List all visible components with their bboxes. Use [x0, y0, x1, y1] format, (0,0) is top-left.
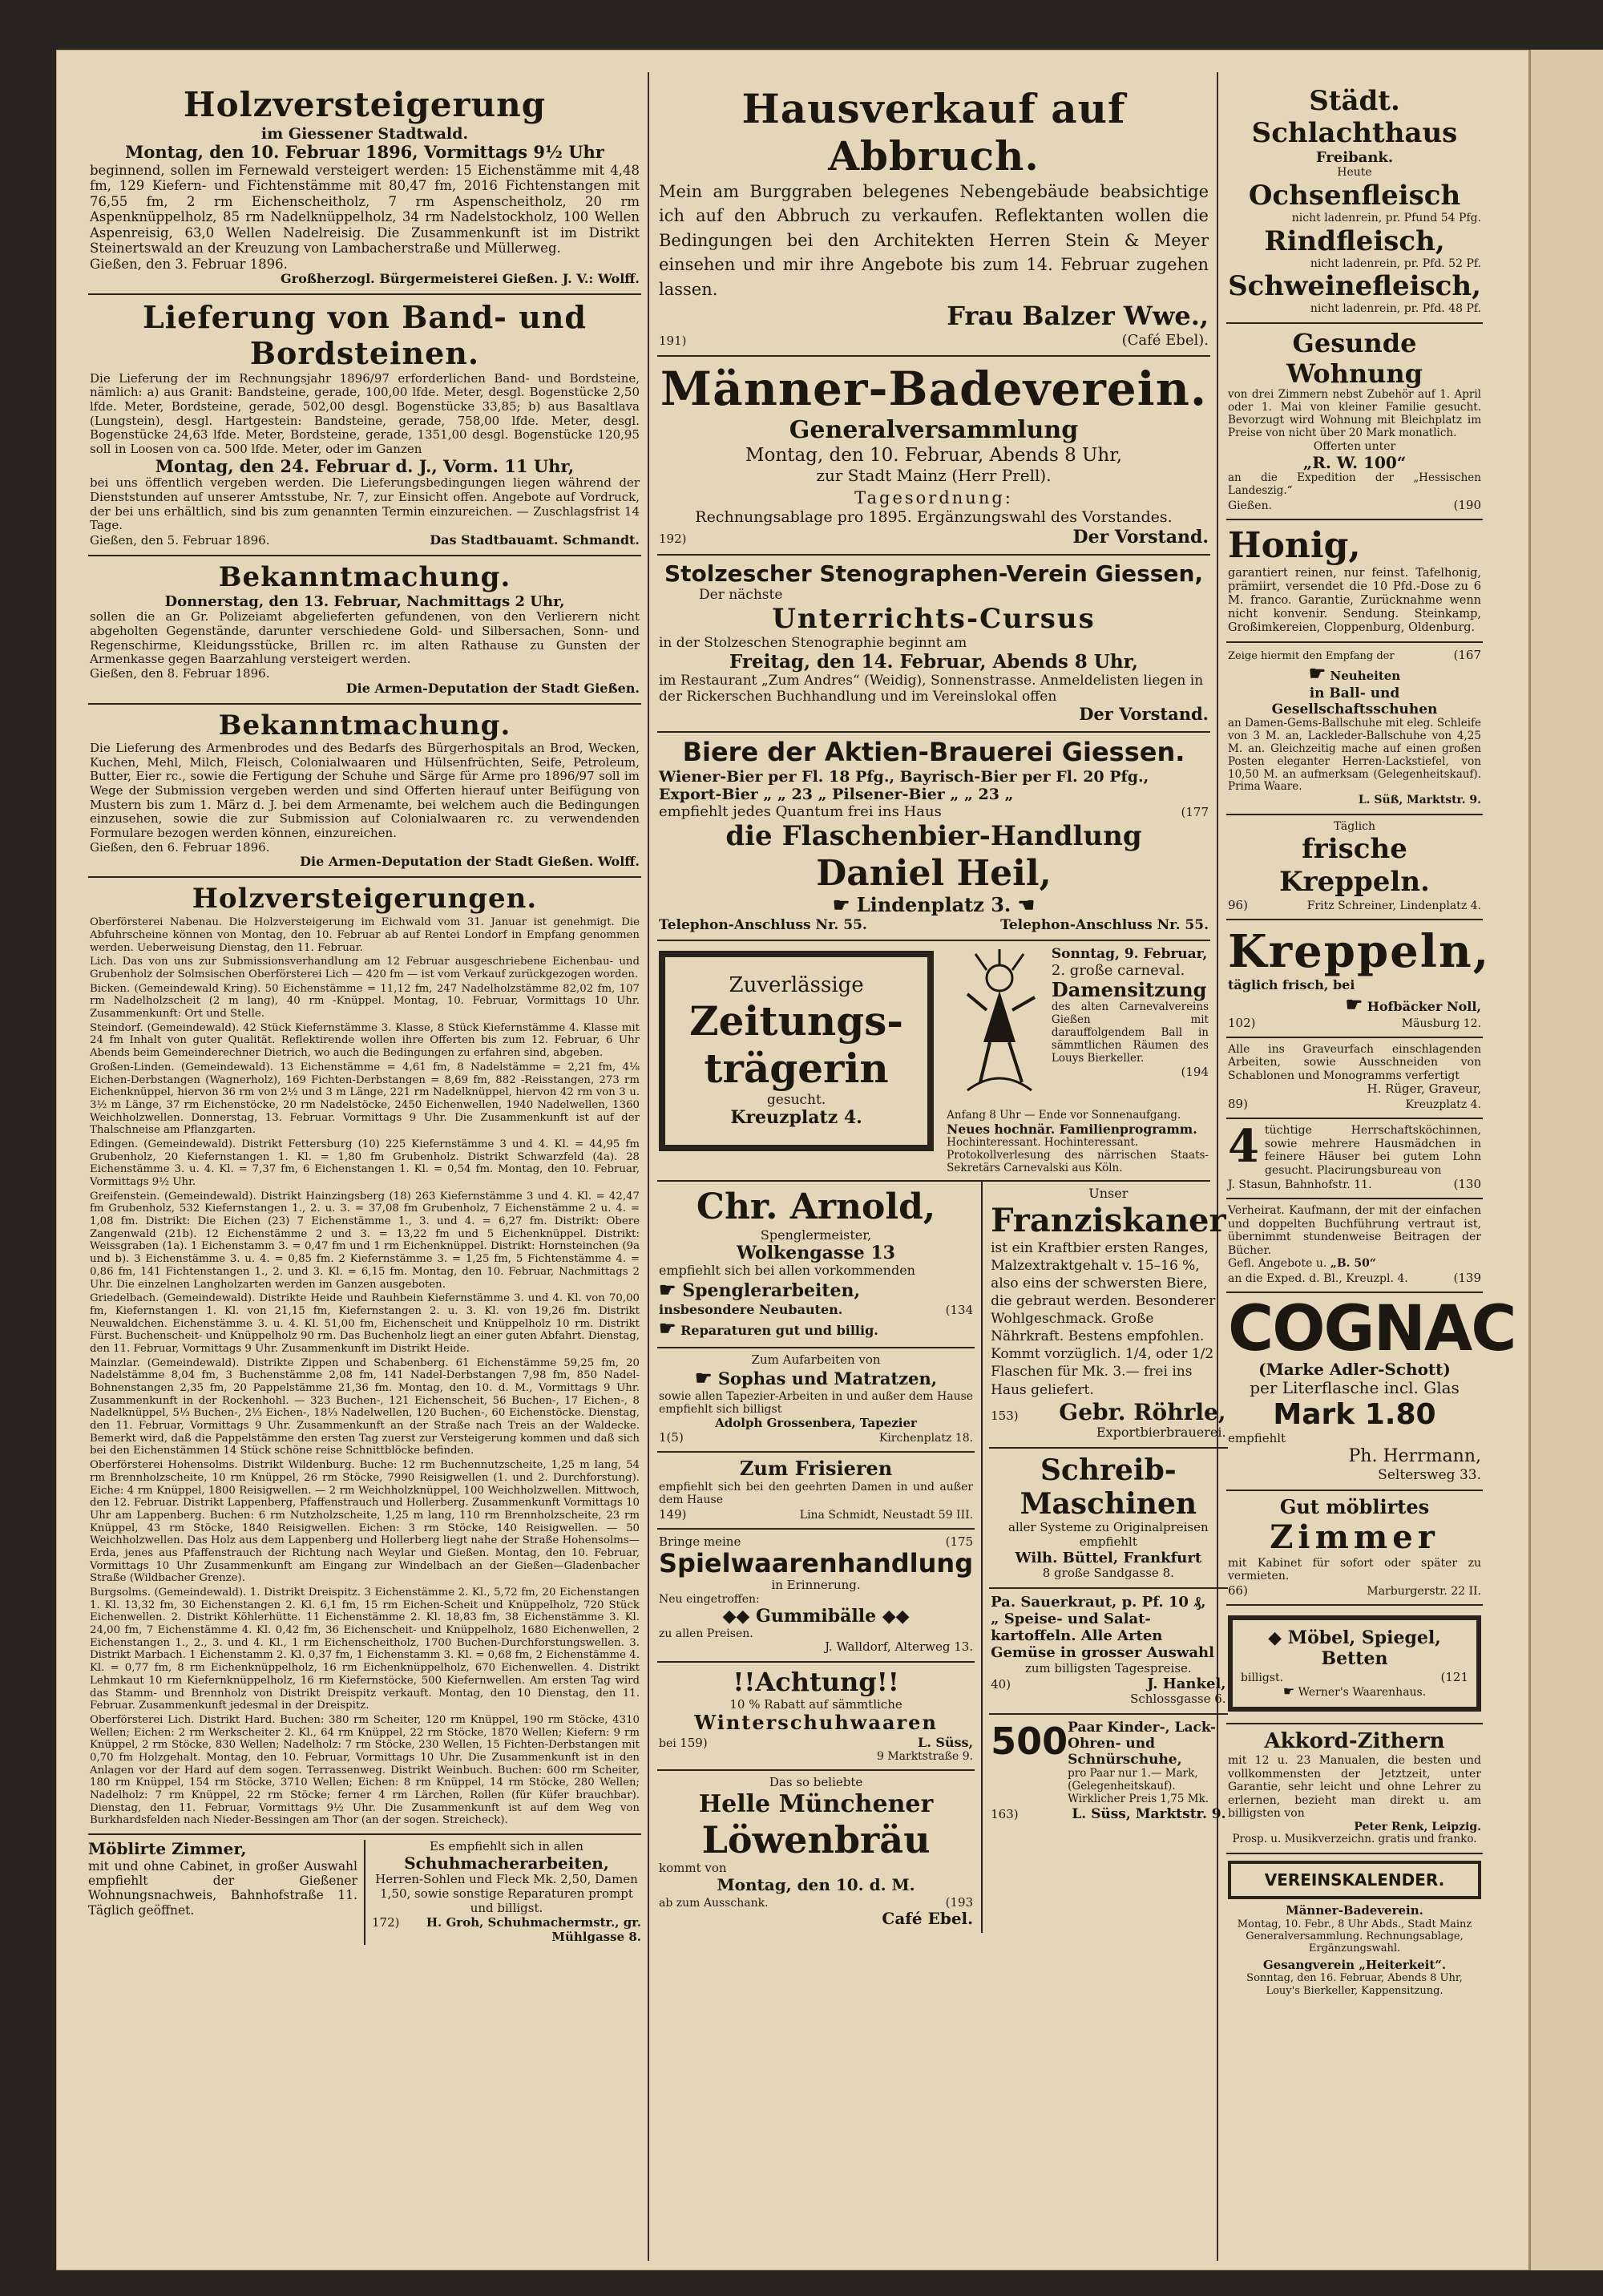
- ad-body: mit Kabinet für sofort oder später zu vermieten.: [1228, 1556, 1481, 1583]
- kinderschuhe-ad: [989, 1715, 1227, 1827]
- ad-number: 66): [1228, 1583, 1248, 1598]
- moeblirtes-zimmer-ad: [1226, 1491, 1483, 1606]
- ad-place: zur Stadt Mainz (Herr Prell).: [816, 465, 1052, 485]
- ad-lead: Zeige hiermit den Empfang der: [1228, 650, 1395, 663]
- ad-line-3: trägerin: [704, 1045, 889, 1093]
- telephone-right: Telephon-Anschluss Nr. 55.: [1000, 916, 1209, 933]
- ad-date: Montag, den 10. Februar 1896, Vormittags 9½ Uhr: [125, 141, 604, 162]
- ad-date: Montag, den 10. Februar, Abends 8 Uhr,: [745, 444, 1123, 466]
- ad-body: an Damen-Gems-Ballschuhe mit eleg. Schleife von 3 M. an, Lackleder-Ballschuhe von 4,25 M. an. Gleichzeitig mache auf einen großen Posten eleganter Herren-Lackstiefel, von 10,50 M. an aufmerksam (Gelegenheitskauf). Prima Waare.: [1228, 716, 1481, 794]
- pointing-hand-icon: ☛: [695, 1366, 713, 1390]
- ad-code: „R. W. 100“: [1302, 452, 1407, 472]
- ad-body: zu allen Preisen.: [659, 1627, 753, 1640]
- ad-place: Gießen, den 8. Februar 1896.: [90, 666, 270, 681]
- ad-lead: Zum Aufarbeiten von: [751, 1352, 881, 1367]
- ad-number-big: 4: [1228, 1120, 1259, 1174]
- ad-title: Holzversteigerungen.: [192, 883, 538, 916]
- ad-number: 96): [1228, 897, 1248, 912]
- moeblirte-zimmer-ad: [88, 1840, 364, 1945]
- ad-body: ist ein Kraftbier ersten Ranges, Malzextraktgehalt v. 15–16 %, also eins der schwersten Biere, die gebraut werden. Besonderer Wohlgeschmack. Große Nährkraft. Bestens empfohlen. Kommt vorzüglich. 1/4, oder 1/2 Flaschen für Mk. 3.— frei ins Haus geliefert.: [991, 1239, 1216, 1398]
- holzversteigerungen-list: [88, 878, 641, 1835]
- ad-title: Franziskaner: [991, 1201, 1226, 1239]
- ad-lead: Täglich: [1333, 819, 1376, 833]
- ad-address: Marburgerstr. 22 II.: [1367, 1584, 1481, 1598]
- meat-item-2: Rindfleisch,: [1264, 224, 1445, 257]
- list-item: Oberförsterei Hohensolms. Distrikt Wildenburg. Buche: 12 rm Buchennutzscheite, 1,25 m lang, 54 rm Brennholzscheite, 10 rm Knüppel, 26 rm Stöcke, 7990 Reisigwellen (1. und 2. Durchforstung). Eiche: 4 rm Knüppel, 1800 Reisigwellen. — 2 rm Weichholzknüppel, 100 Weichholzwellen. Mittwoch, den 12. Februar. Distrikt Lappenberg, Pfaffenstrauch und Hollerberg. Zusammenkunft Vormittags 10 Uhr am Lappenberg. Buchen: 6 rm Nutzholzscheite, 1,25 m lang, 110 rm Brennholzscheite, 23 rm Knüppel, 43 rm Stöcke, 1840 Reisigwellen. Eichen: 3 rm Stöcke, 140 Reisigwellen. — 50 Weichholzwellen. Das Holz aus dem Lappenberg und Hollerberg liegt nahe der Straße Hohensolms—Erda, jenes aus Pfaffenstrauch der Richtung nach Weylar und Gießen. Montag, den 10. Februar, Vormittags 10 Uhr Zusammenkunft am Eingang zur Windelbach an der Gießen—Gladenbacher Straße (Wildbacher Grenze).: [90, 1459, 640, 1585]
- list-item: Lich. Das von uns zur Submissionsverhandlung am 12 Februar ausgeschriebene Eichenbau- und Grubenholz der Solmsischen Oberförsterei Lich — 420 fm — ist vom Verkauf zurückgezogen worden.: [90, 956, 640, 981]
- ad-date: Freitag, den 14. Februar, Abends 8 Uhr,: [729, 650, 1139, 673]
- event-title: 2. große carneval.: [1051, 961, 1185, 979]
- ballschuhe-ad: [1226, 643, 1483, 815]
- meat-item-1: Ochsenfleisch: [1248, 179, 1461, 212]
- cognac-ad: [1226, 1292, 1516, 1491]
- column-middle: [657, 80, 1226, 1933]
- ad-body: mit und ohne Cabinet, in großer Auswahl empfiehlt der Gießener Wohnungsnachweis, Bahnhofstraße 11. Täglich geöffnet.: [88, 1858, 357, 1918]
- ad-number-big: 500: [991, 1720, 1068, 1764]
- kaufmann-ad: [1226, 1199, 1483, 1293]
- ad-body: sowie allen Tapezier-Arbeiten in und außer dem Hause empfiehlt sich billigst: [659, 1389, 974, 1417]
- ad-body: in der Stolzeschen Stenographie beginnt am: [659, 634, 967, 651]
- ad-title: Gut möblirtes: [1279, 1495, 1430, 1519]
- ad-body: pro Paar nur 1.— Mark, (Gelegenheitskauf). Wirklicher Preis 1,75 Mk.: [1068, 1767, 1209, 1806]
- event-footer: Protokollverlesung des närrischen Staats-Sekretärs Carnevalski aus Köln.: [947, 1148, 1209, 1174]
- ad-title: Bekanntmachung.: [218, 561, 511, 594]
- ad-signature-2: (Café Ebel).: [1121, 331, 1209, 349]
- ad-subtitle: im Giessener Stadtwald.: [260, 124, 469, 143]
- calendar-entry-body: Montag, 10. Febr., 8 Uhr Abds., Stadt Mainz Generalversammlung. Rechnungsablage, Ergänzungswahl.: [1237, 1918, 1472, 1955]
- calendar-title: VEREINSKALENDER.: [1264, 1870, 1445, 1890]
- ad-subtitle: Exportbierbrauerei.: [1096, 1424, 1226, 1440]
- hausverkauf-ad: [657, 80, 1210, 357]
- ad-number: (193: [945, 1894, 974, 1910]
- ad-number: (167: [1453, 648, 1481, 663]
- ad-address: Kreuzplatz 4.: [1405, 1098, 1481, 1112]
- ad-subtitle: Generalversammlung: [789, 416, 1079, 445]
- price-line-1: Wiener-Bier per Fl. 18 Pfg., Bayrisch-Bier per Fl. 20 Pfg.,: [659, 767, 1149, 786]
- ad-signature: Gebr. Röhrle,: [1059, 1398, 1226, 1425]
- ad-number: (194: [1181, 1064, 1209, 1079]
- ad-title: Stolzescher Stenographen-Verein Giessen,: [664, 560, 1204, 587]
- ad-title: Spielwaarenhandlung: [659, 1547, 974, 1578]
- achtung-ad: [657, 1663, 975, 1771]
- bottom-ads-row: [88, 1835, 641, 1945]
- price-line-2: Export-Bier „ „ 23 „ Pilsener-Bier „ „ 23 „: [659, 786, 1014, 804]
- ad-signature: Wilh. Büttel, Frankfurt: [1015, 1549, 1202, 1566]
- ad-signature: J. Hankel,: [1147, 1676, 1226, 1693]
- owner-name: Daniel Heil,: [816, 852, 1052, 894]
- meat-price-2: nicht ladenrein, pr. Pfd. 52 Pf.: [1310, 257, 1481, 270]
- ad-title: Städt. Schlachthaus: [1251, 85, 1458, 150]
- middle-grid-top: [657, 941, 1210, 1182]
- column-rule-1: [648, 72, 649, 2261]
- ad-address: Schlossgasse 6.: [1130, 1692, 1226, 1707]
- ad-title: Schreib-Maschinen: [1020, 1453, 1197, 1521]
- list-item: Edingen. (Gemeindewald). Distrikt Fettersburg (10) 225 Kiefernstämme 3 und 4. Kl. = 44,95 fm Grubenholz, 20 Kiefernstangen 1. Kl. = 1,80 fm Grubenholz. Distrikt Schwarzfeld (4a). 28 Eichenstämme 3. u. 4. Kl. = 7,37 fm, 6 Eichenstangen 1. Kl. = 0,54 fm. Montag, den 10. Februar, Vormittags 9½ Uhr.: [90, 1138, 640, 1189]
- ad-price: Mark 1.80: [1273, 1397, 1436, 1431]
- ad-address: 9 Marktstraße 9.: [876, 1749, 974, 1763]
- meat-price-3: nicht ladenrein, pr. Pfd. 48 Pf.: [1310, 302, 1481, 316]
- ad-line-1: Zuverlässige: [729, 972, 864, 997]
- event-times: Anfang 8 Uhr — Ende vor Sonnenaufgang.: [947, 1108, 1181, 1122]
- ad-title: Chr. Arnold,: [696, 1186, 936, 1227]
- diamond-icon: ◆◆: [722, 1605, 750, 1627]
- ad-today: Heute: [1337, 166, 1372, 180]
- ad-address: Seltersweg 33.: [1378, 1467, 1481, 1484]
- ad-subtitle: (Marke Adler-Schott): [1258, 1359, 1451, 1379]
- ad-date: Donnerstag, den 13. Februar, Nachmittags 2 Uhr,: [164, 593, 565, 611]
- ad-title: frische Kreppeln.: [1279, 833, 1430, 898]
- koechinnen-ad: [1226, 1119, 1483, 1199]
- ad-title: Lieferung von Band- und Bordsteinen.: [143, 298, 587, 371]
- ad-line-4: gesucht.: [766, 1092, 826, 1109]
- list-item: Steindorf. (Gemeindewald). 42 Stück Kiefernstämme 3. Klasse, 8 Stück Kiefernstämme 4. Klasse mit 24 fm Inhalt von guter Qualität. Reflektirende wollen ihre Offerten bis zum 12. Februar, 6 Uhr Abends beim Gemeinderechner Dietrich, wo auch die Bedingungen zu erfahren sind, abgeben.: [90, 1021, 640, 1060]
- meat-item-3: Schweinefleisch,: [1228, 270, 1481, 303]
- ad-body: empfiehlt sich bei den geehrten Damen in und außer dem Hause: [659, 1480, 974, 1507]
- ad-number: (175: [945, 1534, 974, 1549]
- telephone-left: Telephon-Anschluss Nr. 55.: [659, 916, 867, 933]
- ad-body: Mein am Burggraben belegenes Nebengebäude beabsichtige ich auf den Abbruch zu verkaufen. Reflektanten wollen die Bedingungen bei den Architekten Herren Stein & Meyer einsehen und mir ihre Angebote bis zum 14. Februar zugehen lassen.: [659, 182, 1209, 299]
- ad-title: Möbel, Spiegel, Betten: [1287, 1627, 1441, 1669]
- list-item: Griedelbach. (Gemeindewald). Distrikte Heide und Rauhbein Kiefernstämme 3. und 4. Kl. von 70,00 fm, Kiefernstangen 1. Kl. von 21,15 fm, Kiefernstangen 2. u. 3. Kl. von 19,26 fm. Distrikt Neuwaldchen. Eichenstämme 3. u. 4. Kl. 51,00 fm, Eichenscheit und Knüppelholz 10 rm. Distrikt Fürst. Buchenscheit- und Knüppelholz 90 rm. Das Buchenholz liegt an einer guten Abfahrt. Dienstag, den 11. Februar, Vormittags 9 Uhr. Zusammenkunft im Distrikt Heide.: [90, 1292, 640, 1355]
- diamond-icon: ◆◆: [882, 1605, 910, 1627]
- ad-body: garantiert reinen, nur feinst. Tafelhonig, prämiirt, versendet die 10 Pfd.-Dose zu 6 M. franco. Garantie, Zurücknahme wenn nicht konvenir. Sendung. Steinkamp, Großimkereien, Cloppenburg, Oldenburg.: [1228, 566, 1481, 635]
- pointing-hand-icon: ☛: [659, 1316, 676, 1340]
- pointing-hand-icon: ☛: [659, 1278, 676, 1302]
- ad-signature: Die Armen-Deputation der Stadt Gießen.: [345, 680, 640, 696]
- ad-title: Akkord-Zithern: [1264, 1729, 1445, 1754]
- middle-right-stack: [981, 1182, 1227, 1934]
- biere-ad: [657, 733, 1210, 941]
- list-item: Bicken. (Gemeindewald Kring). 50 Eichenstämme = 11,12 fm, 247 Nadelholzstämme 82,02 fm, 107 rm Nadelholzscheit (2 m lang), 40 rm -Knüppel. Montag, 10. Februar, Vormittags 10 Uhr. Zusammenkunft: Ort und Stelle.: [90, 982, 640, 1021]
- pointing-hand-icon: ☛: [832, 893, 850, 917]
- maenner-badeverein-ad: [657, 357, 1210, 556]
- agenda-body: Rechnungsablage pro 1895. Ergänzungswahl des Vorstandes.: [695, 508, 1173, 527]
- ad-number: 159): [680, 1735, 708, 1750]
- bekanntmachung-armenbrod-ad: [88, 705, 641, 878]
- calendar-entry-title: Gesangverein „Heiterkeit“.: [1262, 1957, 1447, 1972]
- ad-signature: Hofbäcker Noll,: [1367, 998, 1481, 1014]
- ad-footer: Prosp. u. Musikverzeichn. gratis und franko.: [1232, 1833, 1477, 1846]
- ad-signature: Frau Balzer Wwe.,: [947, 301, 1209, 332]
- ad-number: 191): [659, 333, 687, 348]
- ad-body: von drei Zimmern nebst Zubehör auf 1. April oder 1. Mai von kleiner Familie gesucht. Bevorzugt wird Wohnung mit Bleichplatz im Preise von nicht über 20 Mark monatlich.: [1228, 388, 1481, 440]
- schuhmacher-ad: [364, 1840, 641, 1945]
- ad-signature: Lina Schmidt, Neustadt 59 III.: [799, 1508, 974, 1522]
- ad-lead: bei: [659, 1736, 676, 1750]
- graveur-ad: [1226, 1038, 1483, 1119]
- list-item: Burgsolms. (Gemeindewald). 1. Distrikt Dreispitz. 3 Eichenstämme 2. Kl., 5,72 fm, 20 Eichenstangen 1. Kl. 13,32 fm, 30 Eichenstangen 2. Kl. 6,1 fm, 15 rm Eichen-Scheit und Knüppelholz, 720 Stück Eichenwellen. 2. Distrikt Köhlerhütte. 11 Eichenstämme 2. Kl. 18,83 fm, 38 Eichenstämme 3. Kl. 24,00 fm, 7 Eichenstämme 4. Kl. 0,42 fm, 36 Eichenscheit- und Knüppelholz, 1680 Eichenwellen, 2 Eichenstangen 1., 2., 3. und 4. Kl., 1 rm Eichenscheitholz, 1700 Buchen-Durchforstungswellen. 3. Distrikt Marbach. 1 Eichenstamm 2. Kl. 0,37 fm, 1 Eichenstamm 3. Kl. = 0,68 fm, 2 Eichenstämme 4. Kl. = 0,77 fm, 8 rm Eichenknüppelholz, 16 rm Eichenknüppelholz, 670 Eichenwellen. 4. Distrikt Lehmkaut 10 rm Kiefernknüppelholz, 16 rm Kiefernstöcke, 500 Kiefernwellen. Am ersten Tag wird das Stamm- und Brennholz von Distrikt Dreispitz verkauft. Montag, den 10 Dienstag, den 11. Februar. Zusammenkunft jedesmal in der Dreispitz.: [90, 1587, 640, 1712]
- ad-signature: L. Süß, Marktstr. 9.: [1358, 794, 1481, 807]
- ad-body: empfiehlt sich bei allen vorkommenden: [659, 1263, 915, 1279]
- ad-subtitle: Freibank.: [1315, 149, 1394, 167]
- ad-body: aller Systeme zu Originalpreisen empfiehlt: [1008, 1520, 1209, 1550]
- arnold-ad: [657, 1182, 975, 1348]
- ad-body: empfiehlt jedes Quantum frei ins Haus: [659, 803, 942, 821]
- ad-number: 172): [372, 1915, 400, 1930]
- ad-title: Paar Kinder-, Lack-Ohren- und Schnürschuhe,: [1068, 1720, 1216, 1768]
- ad-body-2: bei uns öffentlich vergeben werden. Die Lieferungsbedingungen liegen während der Dienststunden auf unserer Amtsstube, Nr. 7, zur Einsicht offen. Angebote auf Vordruck, der bei uns erhältlich, sind bis zum genannten Termin einzureichen. — Zuschlagsfrist 14 Tage.: [90, 475, 640, 533]
- ad-body: 10 % Rabatt auf sämmtliche: [729, 1696, 902, 1712]
- ad-line-2: „ Speise- und Salat- kartoffeln. Alle Arten Gemüse in grosser Auswahl: [991, 1610, 1214, 1662]
- ad-number: (139: [1453, 1270, 1481, 1285]
- ad-number: (190: [1453, 497, 1481, 512]
- event-program-2: Hochinteressant. Hochinteressant.: [947, 1135, 1139, 1149]
- ad-date: Montag, den 24. Februar d. J., Vorm. 11 Uhr,: [155, 455, 575, 476]
- ad-signature: Großherzogl. Bürgermeisterei Gießen. J. V.: Wolff.: [280, 271, 640, 286]
- shop-name: die Flaschenbier-Handlung: [725, 820, 1142, 853]
- ad-subtitle: in Erinnerung.: [771, 1578, 861, 1593]
- schlachthaus-ad: [1226, 80, 1483, 324]
- ad-signature: Das Stadtbauamt. Schmandt.: [430, 532, 640, 548]
- ad-body-2: insbesondere Neubauten.: [659, 1302, 843, 1318]
- ad-number: 163): [991, 1806, 1019, 1821]
- ad-title: Sophas und Matratzen,: [717, 1368, 938, 1389]
- ad-number: 40): [991, 1677, 1011, 1692]
- ad-signature: Café Ebel.: [882, 1908, 974, 1928]
- ad-signature: J. Stasun, Bahnhofstr. 11.: [1228, 1178, 1372, 1192]
- ad-body: per Literflasche incl. Glas: [1250, 1378, 1460, 1398]
- ad-title: Biere der Aktien-Brauerei Giessen.: [682, 736, 1185, 767]
- ad-work: Spenglerarbeiten,: [682, 1280, 861, 1302]
- calendar-entry-title: Männer-Badeverein.: [1286, 1903, 1423, 1918]
- zeitungstraegerin-ad: [657, 941, 940, 1180]
- ad-lead: Gefl. Angebote u.: [1228, 1257, 1327, 1271]
- ad-signature: Adolph Grossenbera, Tapezier: [715, 1415, 917, 1430]
- ad-body-2: im Restaurant „Zum Andres“ (Weidig), Sonnenstrasse. Anmeldelisten liegen in der Rickerschen Buchhandlung und im Vereinslokal offen: [659, 673, 1204, 705]
- ad-subtitle: Neuheiten: [1330, 669, 1401, 684]
- ad-subtitle: Helle Münchener: [698, 1789, 934, 1818]
- list-item: Oberförsterei Nabenau. Die Holzversteigerung im Eichwald vom 31. Januar ist genehmigt. Die Abfuhrscheine können von Montag, den 10. Februar ab auf Rentei Londorf in Empfang genommen werden. Ueberweisung Dienstag, den 11. Februar.: [90, 916, 640, 954]
- spielwaaren-ad: [657, 1530, 975, 1663]
- ad-number: 192): [659, 531, 687, 546]
- ad-line-1: Pa. Sauerkraut, p. Pf. 10 ₰,: [991, 1593, 1206, 1611]
- ad-number: 1(5): [659, 1430, 684, 1445]
- pointing-hand-icon: ☛: [1345, 992, 1363, 1016]
- calendar-entry-body: Sonntag, den 16. Februar, Abends 8 Uhr, Louy's Bierkeller, Kappensitzung.: [1246, 1972, 1463, 1997]
- middle-left-stack: [657, 1182, 981, 1934]
- ad-signature: L. Süss, Marktstr. 9.: [1072, 1805, 1226, 1822]
- pointing-hand-icon: ☚: [1017, 893, 1036, 917]
- ad-signature: H. Groh, Schuhmachermstr., gr. Mühlgasse 8.: [426, 1915, 641, 1945]
- ad-body: Verheirat. Kaufmann, der mit der einfachen und doppelten Buchführung vertraut ist, übernimmt stundenweise Beitragen der Bücher.: [1228, 1204, 1481, 1257]
- ad-title: Bekanntmachung.: [218, 709, 511, 742]
- ad-body: billigst.: [1241, 1671, 1284, 1684]
- ad-signature: Die Armen-Deputation der Stadt Gießen. Wolff.: [300, 854, 640, 870]
- ad-lead: Es empfiehlt sich in allen: [430, 1839, 583, 1854]
- ad-lead: Offerten unter: [1313, 440, 1396, 454]
- ad-address: Wolkengasse 13: [737, 1242, 895, 1263]
- list-item: Mainzlar. (Gemeindewald). Distrikte Zippen und Schabenberg. 61 Eichenstämme 59,25 fm, 20 Nadelstämme 8,04 fm, 3 Buchenstämme 2,08 fm, 141 Nadel-Derbstangen 7,98 fm, 850 Nadel-Bohnenstangen 2,35 fm, 20 Pappelstämme 21,36 fm. Montag, den 10. d. M., Vormittags 9 Uhr. Zusammenkunft in der Rockenhohl. — 323 Buchen-, 121 Eichenscheit, 56 Buchen-, 17 Eichen-, 8 Nadelknüppel, 5⅓ Buchen-, 2⅓ Eichen-, 18⅓ Nadelwellen, 120 Buchen-, 60 Eichenstöcke. Dienstag, den 11. Februar, Vormittags 9 Uhr. Zusammenkunft an der Straße nach Treis an der Waldecke. Bemerkt wird, daß die Pappelstämme den ersten Tag zuerst zur Versteigerung kommen und daß sich bei den Eichenstämmen 14 Stück schöne reise Schnittblöcke befinden.: [90, 1356, 640, 1457]
- ad-body: mit 12 u. 23 Manualen, die besten und vollkommensten der Jetztzeit, unter Garantie, sehr leicht und ohne Lehrer zu erlernen, bezieht man direkt u. am billigsten von: [1228, 1754, 1481, 1821]
- sopha-ad: [657, 1348, 975, 1453]
- ad-lead: täglich frisch, bei: [1228, 976, 1355, 992]
- ad-lead: Das so beliebte: [769, 1775, 863, 1790]
- ad-title: Zum Frisieren: [739, 1457, 893, 1481]
- ad-place: Gießen.: [1228, 499, 1273, 512]
- ad-item: Winterschuhwaaren: [694, 1711, 938, 1735]
- ad-body: Die Lieferung des Armenbrodes und des Bedarfs des Bürgerhospitals an Brod, Wecken, Kuchen, Mehl, Milch, Fleisch, Colonialwaaren und Hülsenfrüchten, Seife, Petroleum, Butter, Eier rc., sowie die Fertigung der Schuhe und Särge für Arme pro 1896/97 soll im Wege der Submission vergeben werden und sind Offerten hierauf unter Beifügung von Mustern bis zum 1. März d. J. bei dem Armenamte, bei welchem auch die Bedingungen einzusehen, sowie die zur Submission auf Colonialwaaren rc. zu verwendenden Formulare bezogen werden können, einzureichen.: [90, 740, 640, 840]
- ad-body-2: an die Exped. d. Bl., Kreuzpl. 4.: [1228, 1271, 1408, 1285]
- ad-signature: Fritz Schreiner, Lindenplatz 4.: [1306, 899, 1481, 912]
- ad-title: in Ball- und Gesellschaftsschuhen: [1271, 685, 1438, 718]
- list-item: Großen-Linden. (Gemeindewald). 13 Eichenstämme = 4,61 fm, 8 Nadelstämme = 2,21 fm, 4⅛ Eichen-Derbstangen (Wagnerholz), 169 Fichten-Derbstangen = 8,69 fm, 882 -Reisstangen, 273 rm Eichenknüppel, hiervon 36 rm von 2½ und 3 m Länge, 221 rm Nadelknüppel, hiervon 42 rm von 3 u. 3½ m Länge, 37 rm Eichenstöcke, 20 rm Nadelstöcke, 2450 Eichenwellen, 1940 Nadelwellen, 1360 Weichholzwellen. Donnerstag, 13. Februar. Vormittags 9 Uhr. Die Zusammenkunft ist auf der Thalschneise am Pflanzgarten.: [90, 1061, 640, 1137]
- ad-place: Gießen, den 6. Februar 1896.: [90, 839, 270, 855]
- ad-title: Löwenbräu: [701, 1818, 931, 1862]
- ad-title: Honig,: [1228, 524, 1361, 566]
- event-name: Damensitzung: [1051, 978, 1207, 1002]
- ad-place: Gießen, den 5. Februar 1896.: [90, 533, 270, 548]
- ad-line-2: Zeitungs-: [689, 997, 904, 1045]
- course-title: Unterrichts-Cursus: [772, 602, 1096, 635]
- ad-address: Mäusburg 12.: [1401, 1017, 1481, 1030]
- schreibmaschinen-ad: [989, 1449, 1227, 1589]
- jester-icon: [951, 946, 1048, 1106]
- ad-body: sollen die an Gr. Polizeiamt abgelieferten gefundenen, von den Verlierern nicht abgeholten Gegenstände, darunter verschiedene Gold- und Silbersachen, Sonn- und Regenschirme, Kleidungsstücke, Brillen rc. im alten Rathause zu Gunsten der Armenkasse gegen Baarzahlung versteigert werden.: [90, 609, 640, 667]
- event-program: Neues hochnär. Familienprogramm.: [947, 1121, 1197, 1137]
- ad-number: (134: [945, 1303, 974, 1318]
- holzversteigerung-stadtwald-ad: [88, 80, 641, 295]
- ad-number: 153): [991, 1408, 1019, 1423]
- franziskaner-ad: [989, 1182, 1227, 1449]
- ad-lead: empfiehlt: [1228, 1431, 1286, 1446]
- ad-body: kommt von: [659, 1861, 727, 1876]
- shop-address: Lindenplatz 3.: [856, 893, 1011, 917]
- jester-illustration: [947, 946, 1052, 1110]
- ad-signature: L. Süss,: [917, 1734, 974, 1750]
- ad-line-3: zum billigsten Tagespreise.: [1024, 1660, 1192, 1676]
- ad-item: Gummibälle: [756, 1605, 877, 1627]
- ad-line-5: Kreuzplatz 4.: [730, 1107, 862, 1129]
- ad-number: (121: [1440, 1669, 1468, 1684]
- ad-big: Zimmer: [1270, 1518, 1439, 1557]
- event-body: des alten Carnevalvereins Gießen mit darauffolgendem Ball in sämmtlichen Räumen des Louys Bierkeller.: [1051, 1000, 1209, 1065]
- ad-body: Die Lieferung der im Rechnungsjahr 1896/97 erforderlichen Band- und Bordsteine, nämlich: a) aus Granit: Bandsteine, gerade, 100,00 lfde. Meter, desgl. Bogenstücke 2,50 lfde. Meter, Bordsteine, gerade, 502,00 desgl. Bogenstücke 33,85; b) aus Basaltlava (Lungstein), desgl. Hartgestein: Bandsteine, gerade, 758,00 lfde. Meter, desgl. Bogenstücke 24,63 lfde. Meter, Bordsteine, gerade, 1351,00 desgl. Bogenstücke 120,95 soll in Loosen von ca. 500 lfde. Meter, oder im Ganzen: [90, 370, 640, 456]
- ad-signature: Peter Renk, Leipzig.: [1354, 1820, 1481, 1833]
- ad-title: Kreppeln,: [1228, 924, 1491, 978]
- ad-body: tüchtige Herrschaftsköchinnen, sowie mehrere Hausmädchen in feinere Häuser bei gutem Lohn gesucht. Placirungsbureau von: [1265, 1124, 1481, 1177]
- pointing-hand-icon: ☛: [1282, 1683, 1295, 1699]
- ad-new: Neu eingetroffen:: [659, 1593, 760, 1607]
- column-right: [1226, 80, 1516, 2003]
- sauerkraut-ad: [989, 1589, 1227, 1715]
- ad-signature: Werner's Waarenhaus.: [1298, 1685, 1427, 1699]
- adjacent-page-edge: [1528, 50, 1603, 2270]
- ad-signature: Der Vorstand.: [1079, 704, 1209, 725]
- ad-title: COGNAC: [1228, 1292, 1516, 1365]
- ad-signature: J. Walldorf, Alterweg 13.: [825, 1639, 974, 1655]
- zithern-ad: [1226, 1724, 1483, 1854]
- ad-title: Möblirte Zimmer,: [88, 1839, 247, 1859]
- ad-repair: Reparaturen gut und billig.: [680, 1323, 878, 1339]
- ad-signature: Der Vorstand.: [1072, 526, 1209, 548]
- loewenbraeu-ad: [657, 1771, 975, 1933]
- ad-code: „B. 50“: [1330, 1257, 1376, 1271]
- diamond-icon: ◆: [1268, 1627, 1282, 1648]
- ad-body-2: ab zum Ausschank.: [659, 1896, 769, 1910]
- ad-title: Gesunde Wohnung: [1286, 327, 1423, 389]
- ad-title: Holzversteigerung: [183, 85, 547, 124]
- ad-number: 149): [659, 1506, 687, 1522]
- ad-address: Kirchenplatz 18.: [878, 1432, 974, 1445]
- ad-number: 89): [1228, 1097, 1248, 1112]
- ad-lead: Bringe meine: [659, 1534, 741, 1549]
- list-item: Greifenstein. (Gemeindewald). Distrikt Hainzingsberg (18) 263 Kiefernstämme 3 und 4. Kl. = 42,47 fm Grubenholz, 532 Kiefernstangen 1., 2. u. 3. = 37,08 fm Grubenholz, 7 Eichenstämme 2 u. 4. = 1,08 fm. Distrikt: Die Eichen (23) 7 Eichenstämme 1., 3. und 4. = 6,27 fm. Distrikt: Obere Zangenwald (21b). 12 Eichenstämme 2 und 3. = 13,22 fm und 5 Eichenknüppel. Distrikt: Weissgraben (1a). 1 Eichenstamm 3. = 0,47 fm und 1 rm Eichenknüppel. Distrikt: Hornsteinchen (9a und b). 3 Eichenstämme 3. u. 4. = 0,85 fm. 2 Kiefernstämme 3. = 1,25 fm, 5 Fichtenstämme 4. = 0,86 fm, 141 Fichtenstangen 1., 2. und 3. Kl. = 6,15 fm. Montag, den 10. Februar, Nachmittags 2 Uhr. Die einzelnen Langholzarten werden im Ganzen ausgeboten.: [90, 1190, 640, 1291]
- carneval-ad: [940, 941, 1210, 1180]
- pointing-hand-icon: ☛: [1308, 661, 1326, 685]
- frisieren-ad: [657, 1453, 975, 1529]
- ad-subtitle: Spenglermeister,: [760, 1227, 872, 1243]
- list-item: Oberförsterei Lich. Distrikt Hard. Buchen: 380 rm Scheiter, 120 rm Knüppel, 190 rm Stöcke, 4310 Wellen; Eichen: 2 rm Werkscheiter 2. Kl., 64 rm Knüppel, 22 rm Stöcke, 1870 Wellen; Kiefern: 9 rm Knüppel, 2 rm Stöcke, 830 Wellen; Nadelholz: 7 rm Stöcke, 230 Wellen, 15 Fichten-Derbstangen mit 0,70 fm Holzgehalt. Montag, den 10. Februar, Vormittags 10 Uhr. Die Zusammenkunft ist in den Anlagen vor der Hard auf dem sogen. Terrassenweg. Distrikt Weinbuch. Buchen: 600 rm Scheiter, 180 rm Knüppel, 154 rm Stöcke, 3710 Wellen; Eichen: 8 rm Knüppel, 14 rm Stöcke, 280 Wellen; Nadelholz: 7 rm Knüppel, 22 rm Stöcke; ferner 4 rm Lärchen, Rollen (für Küfer brauchbar). Dienstag, den 11. Februar, Vormittags 9½ Uhr. Die Zusammenkunft ist auf dem Weg von Burkhardsfelden nach Nieder-Bessingen am Thor (an der sogen. Streicheck).: [90, 1713, 640, 1827]
- vereinskalender: [1226, 1854, 1483, 2003]
- ad-title: Männer-Badeverein.: [660, 361, 1208, 416]
- bekanntmachung-fundsachen-ad: [88, 556, 641, 705]
- column-left: [88, 80, 641, 1945]
- middle-grid-bottom: [657, 1182, 1226, 1934]
- meat-price-1: nicht ladenrein, pr. Pfund 54 Pfg.: [1291, 212, 1481, 225]
- gesunde-wohnung-ad: [1226, 324, 1483, 520]
- ad-date: Montag, den 10. d. M.: [717, 1875, 915, 1895]
- ad-body: Alle ins Graveurfach einschlagenden Arbeiten, sowie Ausschneiden von Schablonen und Monogramms verfertigt: [1228, 1042, 1481, 1082]
- ad-body-2: an die Expedition der „Hessischen Landeszig.“: [1228, 471, 1481, 498]
- ad-signature: Ph. Herrmann,: [1348, 1446, 1481, 1467]
- stenographen-ad: [657, 556, 1210, 733]
- ad-number: (177: [1181, 805, 1209, 820]
- ad-title: Schuhmacherarbeiten,: [404, 1853, 609, 1873]
- kreppeln-noll-ad: [1226, 920, 1491, 1038]
- ad-place: Gießen, den 3. Februar 1896.: [90, 256, 288, 272]
- ad-body: Herren-Sohlen und Fleck Mk. 2,50, Damen 1,50, sowie sonstige Reparaturen prompt und billigst.: [375, 1872, 638, 1915]
- ad-number: (130: [1453, 1177, 1481, 1192]
- ad-address: 8 große Sandgasse 8.: [1042, 1566, 1174, 1581]
- moebel-ad: [1226, 1606, 1483, 1725]
- event-date: Sonntag, 9. Februar,: [1051, 945, 1208, 962]
- frische-kreppeln-ad: [1226, 815, 1483, 920]
- ad-lead: Unser: [1088, 1185, 1129, 1201]
- ad-number: 102): [1228, 1015, 1256, 1030]
- ad-title: !!Achtung!!: [733, 1666, 899, 1697]
- ad-body: beginnend, sollen im Fernewald versteigert werden: 15 Eichenstämme mit 4,48 fm, 129 Kiefern- und Fichtenstämme mit 80,47 fm, 2016 Fichtenstangen mit 76,55 fm, 2 rm Eichenscheitholz, 7 rm Aspenscheitholz, 20 rm Aspenknüppelholz, 85 rm Nadelknüppelholz, 34 rm Nadelstockholz, 100 Wellen Aspenreisig, 63,0 Wellen Nadelreisig. Die Zusammenkunft ist im Distrikt Steinertswald an der Kreuzung von Lambacherstraße und Müllerweg.: [90, 162, 640, 257]
- honig-ad: [1226, 520, 1483, 643]
- ad-title: Hausverkauf auf Abbruch.: [741, 85, 1126, 180]
- ad-lead: Der nächste: [699, 586, 783, 603]
- bordsteine-ad: [88, 295, 641, 556]
- ad-signature: H. Rüger, Graveur,: [1367, 1081, 1481, 1097]
- agenda-title: Tagesordnung:: [854, 488, 1013, 508]
